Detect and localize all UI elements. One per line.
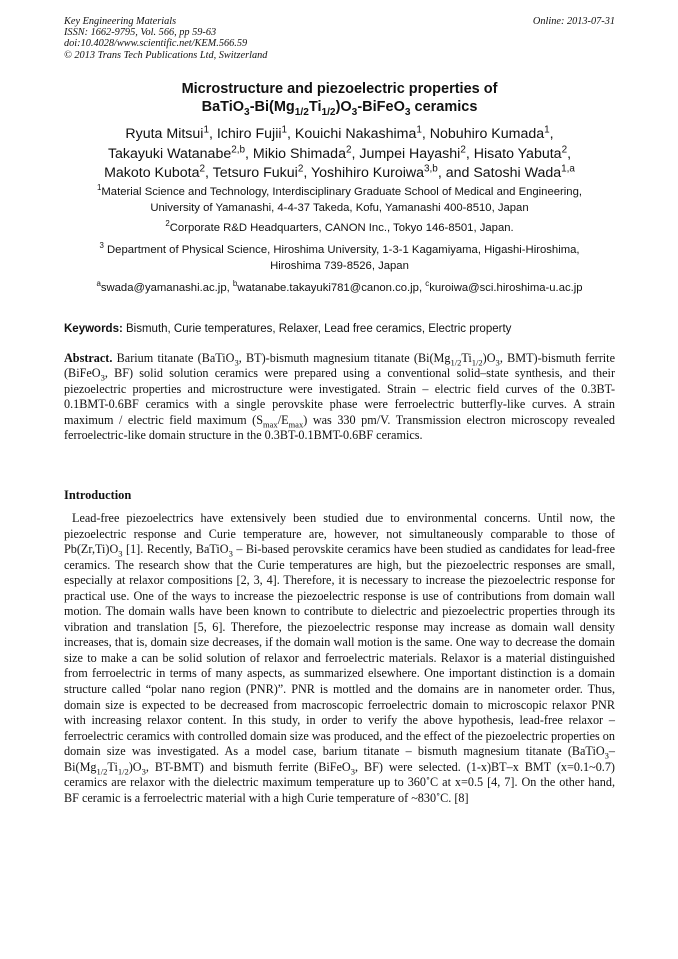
keywords: [64, 322, 615, 337]
email-a: swada@yamanashi.ac.jp,: [100, 282, 233, 294]
abstract-label: Abstract.: [64, 351, 113, 365]
keywords-text: Bismuth, Curie temperatures, Relaxer, Lead free ceramics, Electric property: [122, 323, 512, 335]
affiliation-2: $^2$Corporate R&D Headquarters, CANON Inc., Tokyo 146-8501, Japan.: [165, 219, 514, 234]
affiliation-3: $^3$ Department of Physical Science, Hiroshima University, 1-3-1 Kagamiyama, Higashi-Hiroshima, Hiroshima 739-8526, Japan: [99, 241, 580, 272]
email-line: $^a$swada@yamanashi.ac.jp, $^b$watanabe.takayuki781@canon.co.jp, $^c$kuroiwa@sci.hiroshima-u.ac.jp: [96, 279, 583, 294]
issn-line: ISSN: 1662-9795, Vol. 566, pp 59-63: [64, 27, 217, 39]
author-list: [64, 125, 615, 184]
journal-header: [64, 16, 615, 61]
keywords-label: Keywords:: [64, 323, 123, 335]
email-c: kuroiwa@sci.hiroshima-u.ac.jp: [429, 282, 583, 294]
title-line-1: Microstructure and piezoelectric properties of: [181, 81, 498, 97]
author-line-2: Takayuki Watanabe$^{2,b}$, Mikio Shimada$^2$, Jumpei Hayashi$^2$, Hisato Yabuta$^2$,: [107, 143, 572, 162]
title-line-2: $BaTiO_3-Bi(Mg_{1/2}Ti_{1/2})O_3-BiFeO_3$ ceramics: [201, 99, 478, 118]
copyright-line: © 2013 Trans Tech Publications Ltd, Switzerland: [64, 49, 268, 61]
online-date: Online: 2013-07-31: [532, 16, 615, 27]
author-line-1: Ryuta Mitsui$^1$, Ichiro Fujii$^1$, Kouichi Nakashima$^1$, Nobuhiro Kumada$^1$,: [125, 124, 554, 142]
introduction-body: Lead-free piezoelectrics have extensively been studied due to environmental concerns. Until now, the piezoelectric response and Curie temperature are, however, not simultaneously comparable to those of $Pb(Zr,Ti)O_3$ [1]. Recently, BaTiO$_3$ – Bi-based perovskite ceramics have been studied as candidates for lead-free ceramics. The research show that the Curie temperatures are high, but the piezoelectric responses are small, especially at relaxor compositions [2, 3, 4]. Therefore, it is necessary to increase the piezoelectric response for practical use. One of the ways to increase the piezoelectric response is use of contributions from domain wall motion. The domain walls have been known to contribute to dielectric and piezoelectric properties through its vibration and translation [5, 6]. Therefore, the piezoelectric response may increase as domain wall density increases, that is, domain size decreases, if the domain wall motion is the same. One way to decrease the domain size to make a can be solid solution of relaxor and ferroelectric materials. Relaxor is a material distinguished from ferroelectric in terms of many aspects, as summarized elsewhere. One important distinction is a domain structure called “polar nano region (PNR)”. PNR is mottled and the domains are in nanometer order. Thus, domain size is expected to be decreased from macroscopic ferroelectric domain to microscopic relaxor PNR with increasing relaxor content. In this study, in order to verify the above hypothesis, lead-free relaxor – ferroelectric ceramics with controlled domain size was produced, and the effect of the piezoelectric properties on domain size was investigated. As a model case, barium titanate – bismuth magnesium titanate ($BaTiO_3-Bi(Mg_{1/2}Ti_{1/2})O_3$, BT-BMT) and bismuth ferrite (BiFeO$_3$, BF) were selected. (1-x)BT–x BMT (x=0.1~0.7) ceramics are relaxor with the dielectric maximum temperature up to 360˚C at x=0.5 [4, 7]. On the other hand, BF ceramic is a ferroelectric material with a high Curie temperature of ~830˚C. [8]: [64, 511, 615, 805]
affiliation-1: $^1$Material Science and Technology, Interdisciplinary Graduate School of Medical and Engineering, University of Yamanashi, 4-4-37 Takeda, Kofu, Yamanashi 400-8510, Japan: [96, 183, 582, 214]
email-b: watanabe.takayuki781@canon.co.jp,: [237, 282, 426, 294]
doi-line: doi:10.4028/www.scientific.net/KEM.566.59: [64, 38, 248, 50]
journal-name: Key Engineering Materials: [64, 16, 177, 27]
abstract: Abstract. Barium titanate (BaTiO$_3$, BT)-bismuth magnesium titanate ($Bi(Mg_{1/2}Ti_{1/2})O_3$, BMT)-bismuth ferrite (BiFeO$_3$, BF) solid solution ceramics were prepared using a conventional solid–state synthesis, and their piezoelectric properties and microstructure were investigated. Strain – electric field curves of the 0.3BT-0.1BMT-0.6BF ceramics with a single perovskite phase were ferroelectric butterfly-like curves. A strain maximum / electric field maximum $(S_{max}/E_{max})$ was 330 pm/V. Transmission electron microscopy revealed ferroelectric-like domain structure in the 0.3BT-0.1BMT-0.6BF ceramics.: [64, 351, 615, 443]
author-line-3: Makoto Kubota$^2$, Tetsuro Fukui$^2$, Yoshihiro Kuroiwa$^{3,b}$, and Satoshi Wada$^{1,a}$: [104, 163, 575, 181]
paper-title: [64, 80, 615, 116]
introduction-heading: Introduction: [64, 488, 132, 502]
